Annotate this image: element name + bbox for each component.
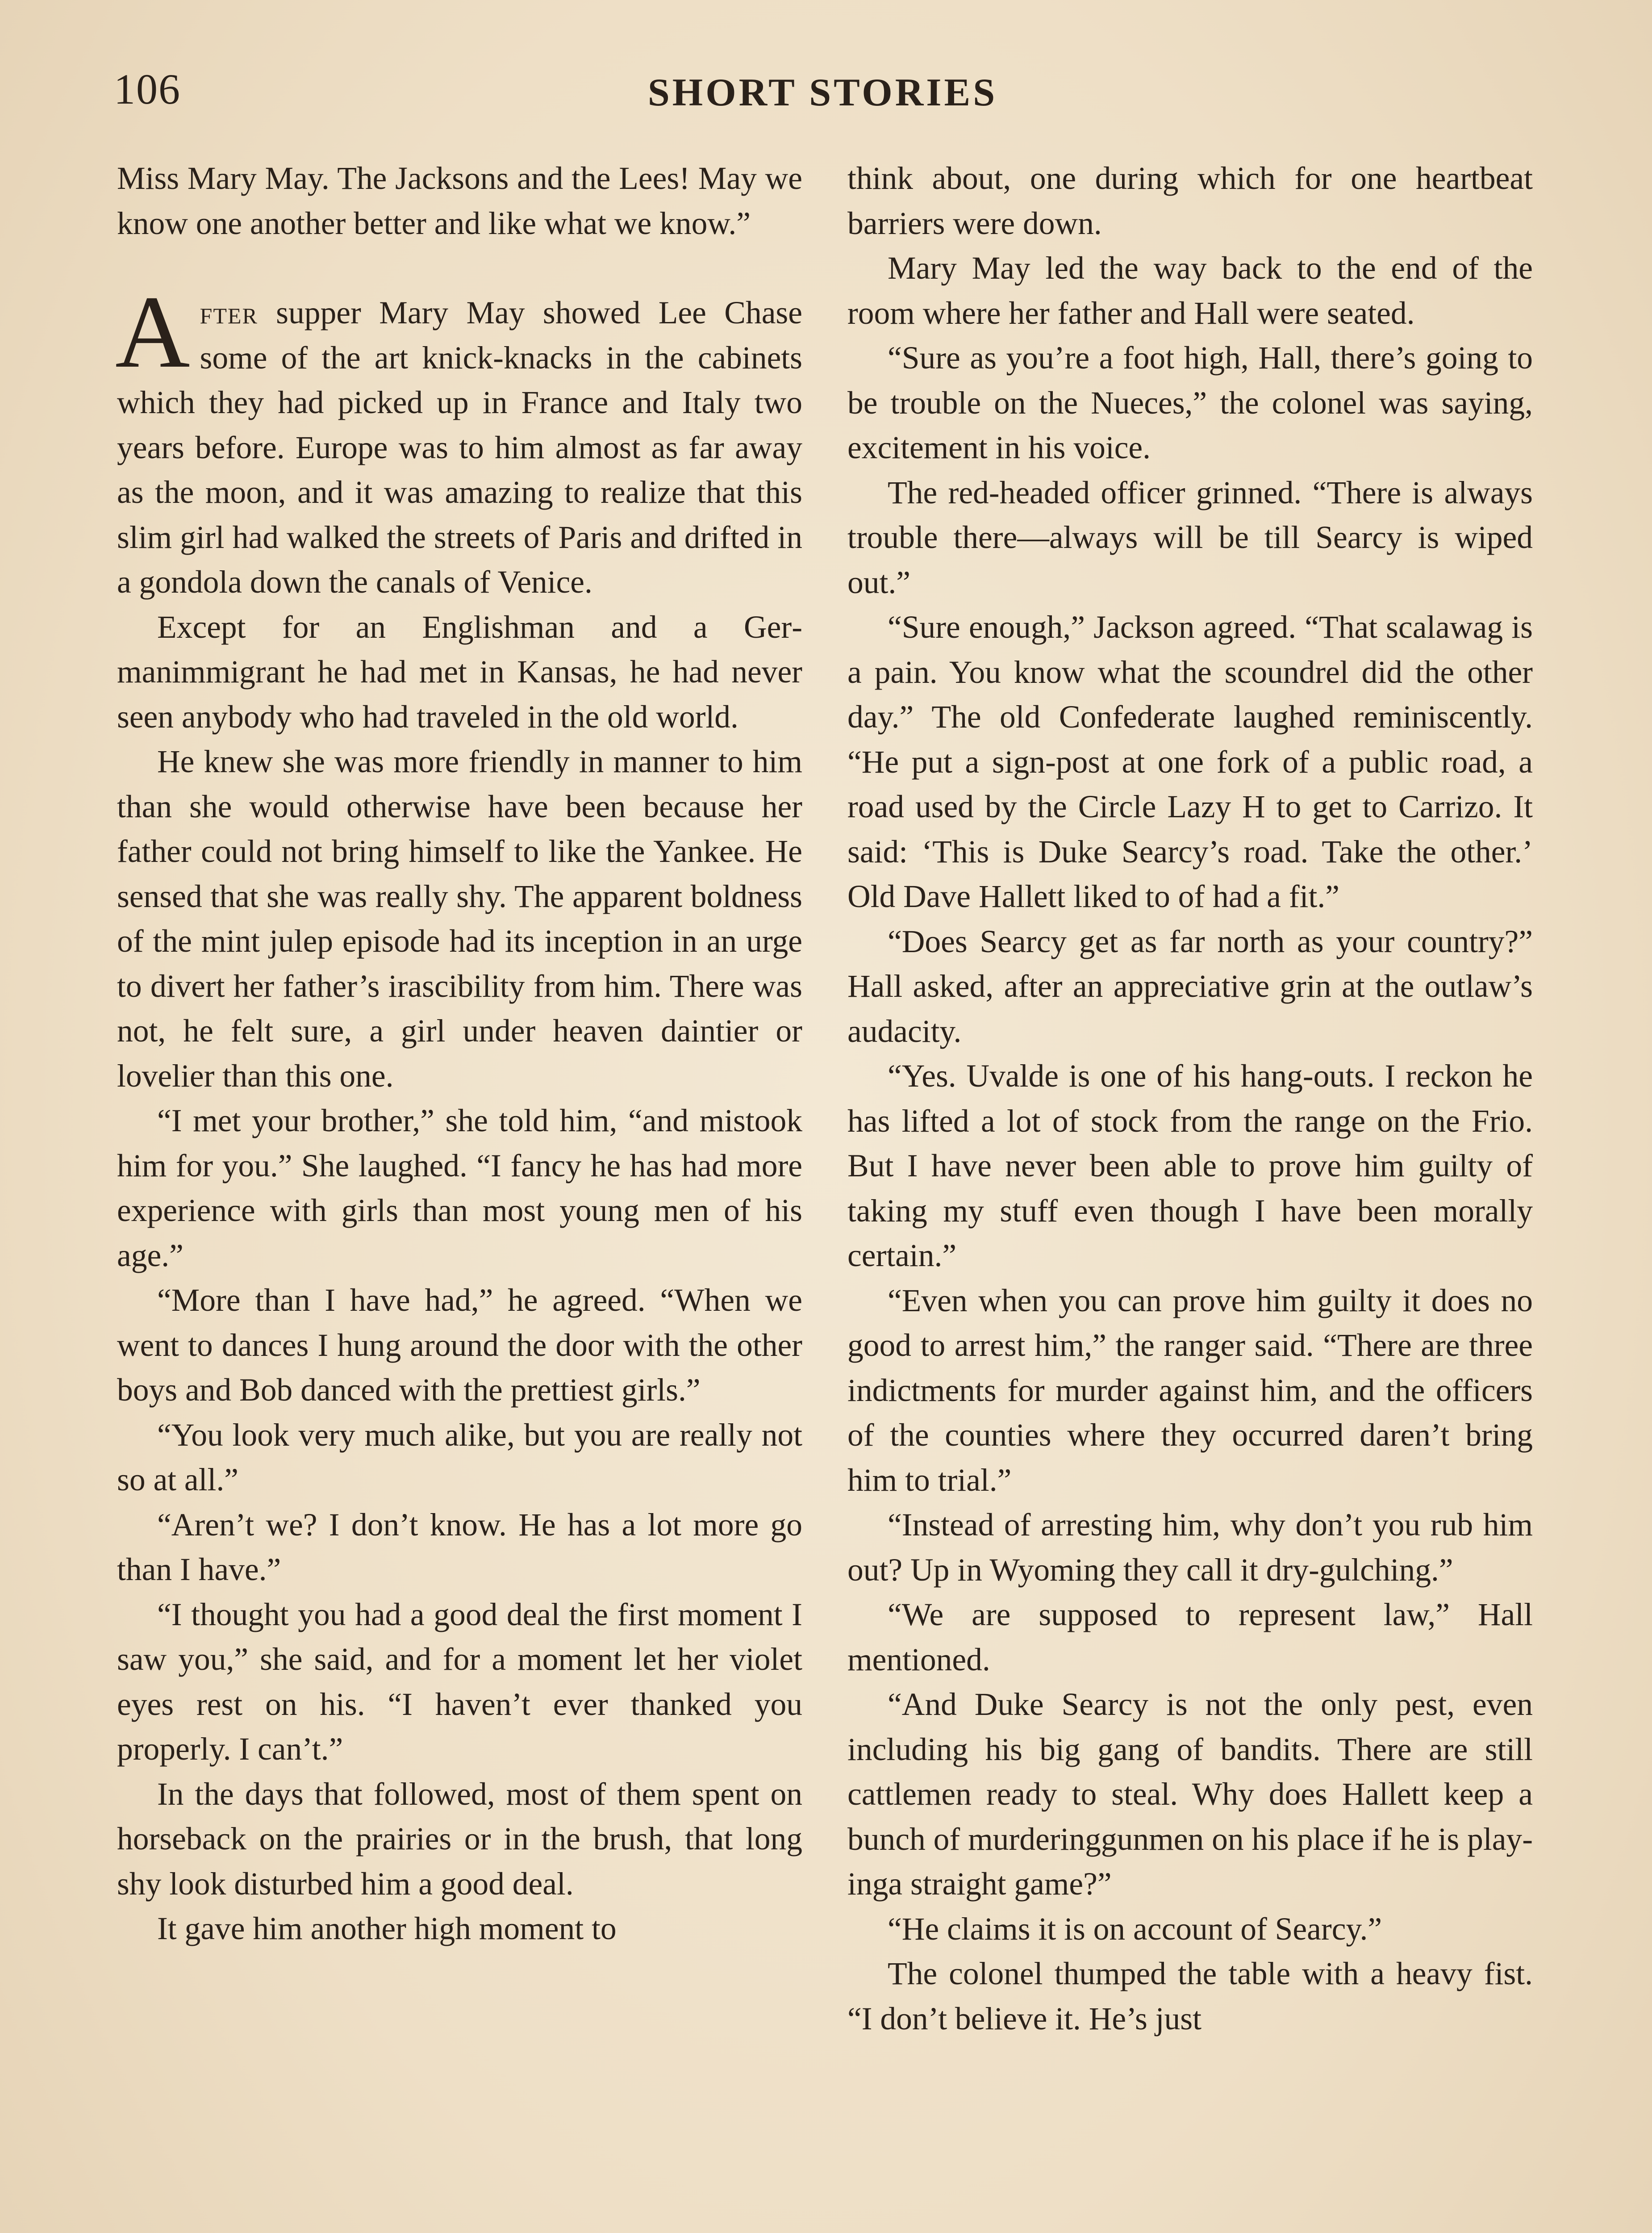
paragraph: “You look very much alike, but you are really not so at all.” — [117, 1417, 802, 1497]
paragraph: “Sure as you’re a foot high, Hall, there’s going to be trouble on the Nueces,” the colonel was saying, excitement in his voice. — [847, 340, 1533, 465]
paragraph: “Even when you can prove him guilty it does no good to arrest him,” the ranger said. “There are three indictments for murder against him, and the officers of the counties where they occurred daren’t bring him to trial.” — [847, 1283, 1533, 1498]
paragraph: Except for an Englishman and a Germanimmigrant he had met in Kansas, he had never seen anybody who had traveled in the old world. — [117, 609, 802, 735]
section-opening-paragraph — [115, 275, 802, 605]
paragraph: It gave him another high moment to — [157, 1911, 617, 1946]
page-number: 106 — [114, 65, 181, 113]
paragraph: “Instead of arresting him, why don’t you rub him out? Up in Wyoming they call it dry-gulching.” — [847, 1507, 1533, 1588]
paragraph: “Aren’t we? I don’t know. He has a lot more go than I have.” — [117, 1507, 802, 1587]
paragraph: “He claims it is on account of Searcy.” — [888, 1911, 1382, 1947]
running-title: SHORT STORIES — [647, 71, 998, 114]
paragraph: “Sure enough,” Jackson agreed. “That scalawag is a pain. You know what the scoundrel did the other day.” The old Confederate laughed reminiscently. “He put a sign-post at one fork of a public road, a road used by the Circle Lazy H to get to Carrizo. It said: ‘This is Duke Searcy’s road. Take the other.’ Old Dave Hallett liked to of had a fit.” — [847, 610, 1533, 914]
paragraph: “Does Searcy get as far north as your country?” Hall asked, after an appreciative grin at the outlaw’s audacity. — [847, 924, 1533, 1049]
paragraph: “And Duke Searcy is not the only pest, even including his big gang of bandits. There are still cattlemen ready to steal. Why does Hallett keep a bunch of murderinggunmen on his place if he is playinga straight game?” — [847, 1687, 1533, 1902]
paragraph: “More than I have had,” he agreed. “When we went to dances I hung around the door with the other boys and Bob danced with the prettiest girls.” — [117, 1283, 802, 1408]
paragraph: The colonel thumped the table with a heavy fist. “I don’t believe it. He’s just — [847, 1956, 1533, 2036]
paragraph: “Yes. Uvalde is one of his hang-outs. I reckon he has lifted a lot of stock from the range on the Frio. But I have never been able to prove him guilty of taking my stuff even though I have been morally certain.” — [847, 1058, 1533, 1273]
paragraph: “I met your brother,” she told him, “and mistook him for you.” She laughed. “I fancy he has had more experience with girls than most young men of his age.” — [117, 1103, 802, 1273]
small-caps-lead: fter — [200, 295, 258, 330]
right-column — [847, 156, 1533, 2041]
paragraph: The red-headed officer grinned. “There is always trouble there—always will be till Searcy is wiped out.” — [847, 475, 1533, 600]
paragraph: In the days that followed, most of them spent on horseback on the prairies or in the brush, that long shy look disturbed him a good deal. — [117, 1776, 802, 1902]
paragraph: think about, one during which for one heartbeat barriers were down. — [847, 161, 1533, 241]
paragraph: Miss Mary May. The Jacksons and the Lees! May we know one another better and like what we know.” — [117, 161, 802, 241]
drop-cap: A — [115, 275, 190, 389]
page-header — [114, 63, 1531, 121]
paragraph: “We are supposed to represent law,” Hall mentioned. — [847, 1597, 1533, 1677]
paragraph: Mary May led the way back to the end of the room where her father and Hall were seated. — [847, 251, 1533, 331]
paragraph: He knew she was more friendly in manner to him than she would otherwise have been because her father could not bring himself to like the Yankee. He sensed that she was really shy. The apparent boldness of the mint julep episode had its inception in an urge to divert her father’s irascibility from him. There was not, he felt sure, a girl under heaven daintier or lovelier than this one. — [117, 744, 802, 1094]
paragraph-text: supper Mary May showed Lee Chase some of the art knick-knacks in the cabinets which they had picked up in France and Italy two years before. Europe was to him almost as far away as the moon, and it was amazing to realize that this slim girl had walked the streets of Paris and drifted in a gondola down the canals of Venice. — [117, 295, 802, 600]
paragraph: “I thought you had a good deal the first moment I saw you,” she said, and for a moment let her violet eyes rest on his. “I haven’t ever thanked you properly. I can’t.” — [117, 1597, 802, 1767]
left-column — [117, 156, 802, 1952]
